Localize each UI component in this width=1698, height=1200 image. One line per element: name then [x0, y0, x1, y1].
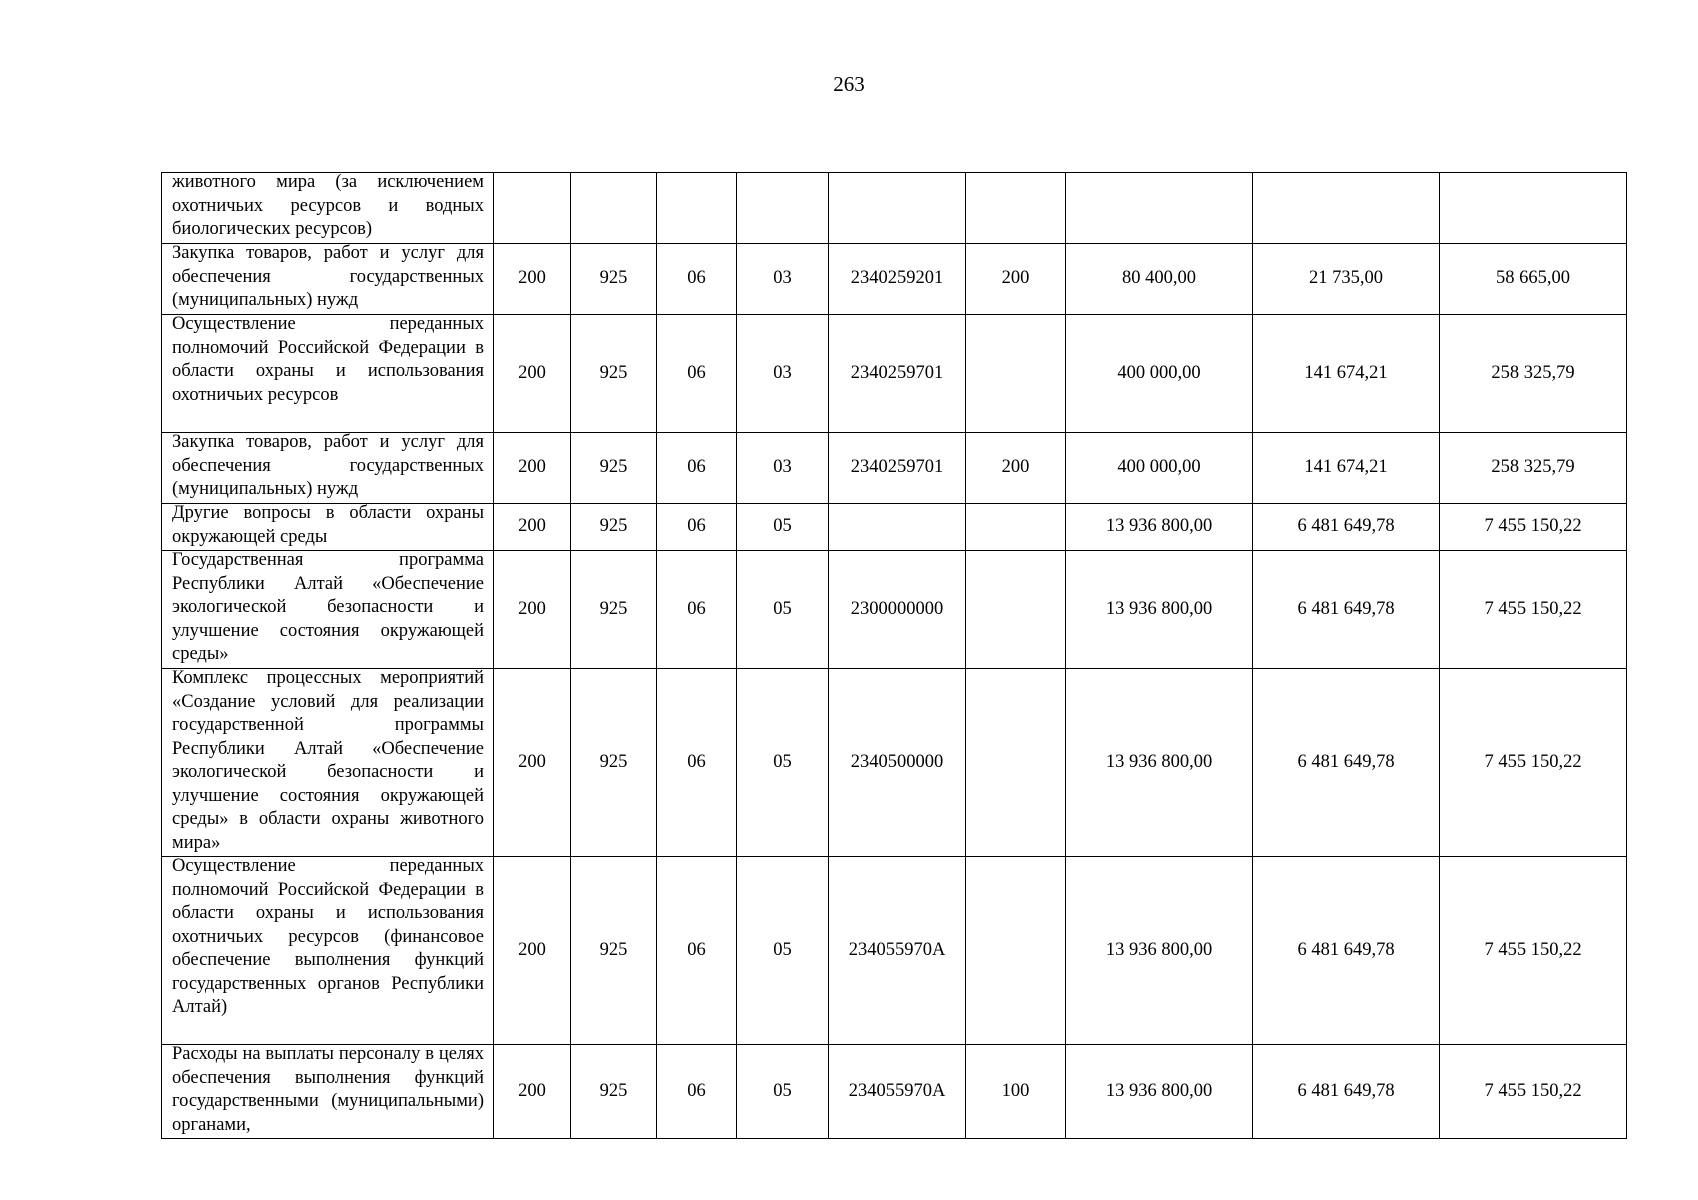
executed-amount-cell: 6 481 649,78: [1253, 669, 1440, 857]
subsection-code-cell: 03: [737, 244, 829, 315]
planned-amount-cell: 400 000,00: [1066, 433, 1253, 504]
subsection-code-cell: 05: [737, 669, 829, 857]
ministry-code-cell: 925: [571, 669, 657, 857]
remaining-amount-cell: 258 325,79: [1440, 433, 1627, 504]
table-row: [162, 857, 1627, 1045]
expense-name-cell: [162, 433, 494, 504]
executed-amount-cell: 141 674,21: [1253, 433, 1440, 504]
remaining-amount-cell: 7 455 150,22: [1440, 857, 1627, 1045]
expense-name: Расходы на выплаты персоналу в целях обеспечения выполнения функций государственными (муниципальными) органами,: [172, 1044, 484, 1135]
target-article-cell: 2340259201: [829, 244, 966, 315]
expense-name-cell: [162, 1045, 494, 1139]
table-row: [162, 244, 1627, 315]
admin-code-cell: 200: [494, 504, 571, 551]
table-row: [162, 504, 1627, 551]
expense-name: Закупка товаров, работ и услуг для обеспечения государственных (муниципальных) нужд: [172, 432, 484, 499]
expense-type-cell: [966, 669, 1066, 857]
expense-name: животного мира (за исключением охотничьих ресурсов и водных биологических ресурсов): [172, 172, 484, 239]
target-article-cell: 2340259701: [829, 315, 966, 433]
expense-type-cell: 200: [966, 244, 1066, 315]
planned-amount-cell: 13 936 800,00: [1066, 1045, 1253, 1139]
section-code-cell: 06: [657, 857, 737, 1045]
ministry-code-cell: [571, 173, 657, 244]
executed-amount-cell: 6 481 649,78: [1253, 1045, 1440, 1139]
expense-type-cell: [966, 551, 1066, 669]
page-number: 263: [833, 72, 865, 96]
table-row: [162, 173, 1627, 244]
admin-code-cell: 200: [494, 551, 571, 669]
executed-amount-cell: 6 481 649,78: [1253, 504, 1440, 551]
expense-name: Комплекс процессных мероприятий «Создание условий для реализации государственной программы Республики Алтай «Обеспечение экологической безопасности и улучшение состояния окружающей среды» в области охраны животного мира»: [172, 668, 484, 853]
ministry-code-cell: 925: [571, 504, 657, 551]
remaining-amount-cell: 58 665,00: [1440, 244, 1627, 315]
ministry-code-cell: 925: [571, 857, 657, 1045]
remaining-amount-cell: 7 455 150,22: [1440, 504, 1627, 551]
expense-name-cell: [162, 315, 494, 433]
planned-amount-cell: [1066, 173, 1253, 244]
target-article-cell: [829, 504, 966, 551]
remaining-amount-cell: [1440, 173, 1627, 244]
ministry-code-cell: 925: [571, 433, 657, 504]
target-article-cell: [829, 173, 966, 244]
expense-name-cell: [162, 669, 494, 857]
subsection-code-cell: 05: [737, 1045, 829, 1139]
subsection-code-cell: 03: [737, 433, 829, 504]
subsection-code-cell: 05: [737, 857, 829, 1045]
admin-code-cell: 200: [494, 857, 571, 1045]
executed-amount-cell: 6 481 649,78: [1253, 857, 1440, 1045]
planned-amount-cell: 13 936 800,00: [1066, 857, 1253, 1045]
admin-code-cell: 200: [494, 1045, 571, 1139]
executed-amount-cell: [1253, 173, 1440, 244]
section-code-cell: 06: [657, 315, 737, 433]
ministry-code-cell: 925: [571, 315, 657, 433]
expense-type-cell: [966, 173, 1066, 244]
expense-name-cell: [162, 857, 494, 1045]
expense-name: Государственная программа Республики Алтай «Обеспечение экологической безопасности и улучшение состояния окружающей среды»: [172, 550, 484, 664]
section-code-cell: 06: [657, 504, 737, 551]
remaining-amount-cell: 7 455 150,22: [1440, 551, 1627, 669]
planned-amount-cell: 80 400,00: [1066, 244, 1253, 315]
remaining-amount-cell: 258 325,79: [1440, 315, 1627, 433]
expense-type-cell: [966, 315, 1066, 433]
subsection-code-cell: 03: [737, 315, 829, 433]
expense-type-cell: 200: [966, 433, 1066, 504]
admin-code-cell: 200: [494, 315, 571, 433]
expense-name: Закупка товаров, работ и услуг для обеспечения государственных (муниципальных) нужд: [172, 243, 484, 310]
table-row: [162, 669, 1627, 857]
budget-table: [161, 172, 1627, 1139]
remaining-amount-cell: 7 455 150,22: [1440, 669, 1627, 857]
subsection-code-cell: 05: [737, 551, 829, 669]
planned-amount-cell: 400 000,00: [1066, 315, 1253, 433]
admin-code-cell: [494, 173, 571, 244]
expense-name: Осуществление переданных полномочий Российской Федерации в области охраны и использования охотничьих ресурсов: [172, 314, 484, 405]
ministry-code-cell: 925: [571, 244, 657, 315]
target-article-cell: 2300000000: [829, 551, 966, 669]
ministry-code-cell: 925: [571, 1045, 657, 1139]
planned-amount-cell: 13 936 800,00: [1066, 669, 1253, 857]
section-code-cell: 06: [657, 551, 737, 669]
executed-amount-cell: 21 735,00: [1253, 244, 1440, 315]
expense-name: Осуществление переданных полномочий Российской Федерации в области охраны и использования охотничьих ресурсов (финансовое обеспечение выполнения функций государственных органов Республики Алтай): [172, 856, 484, 1017]
table-row: [162, 433, 1627, 504]
admin-code-cell: 200: [494, 244, 571, 315]
planned-amount-cell: 13 936 800,00: [1066, 504, 1253, 551]
expense-name-cell: [162, 551, 494, 669]
expense-name: Другие вопросы в области охраны окружающей среды: [172, 503, 484, 547]
admin-code-cell: 200: [494, 433, 571, 504]
executed-amount-cell: 141 674,21: [1253, 315, 1440, 433]
expense-name-cell: [162, 244, 494, 315]
target-article-cell: 234055970А: [829, 857, 966, 1045]
target-article-cell: 2340259701: [829, 433, 966, 504]
remaining-amount-cell: 7 455 150,22: [1440, 1045, 1627, 1139]
section-code-cell: [657, 173, 737, 244]
section-code-cell: 06: [657, 244, 737, 315]
section-code-cell: 06: [657, 669, 737, 857]
planned-amount-cell: 13 936 800,00: [1066, 551, 1253, 669]
expense-type-cell: [966, 504, 1066, 551]
ministry-code-cell: 925: [571, 551, 657, 669]
executed-amount-cell: 6 481 649,78: [1253, 551, 1440, 669]
table-row: [162, 551, 1627, 669]
table-row: [162, 1045, 1627, 1139]
expense-name-cell: [162, 173, 494, 244]
target-article-cell: 2340500000: [829, 669, 966, 857]
target-article-cell: 234055970А: [829, 1045, 966, 1139]
section-code-cell: 06: [657, 433, 737, 504]
subsection-code-cell: 05: [737, 504, 829, 551]
admin-code-cell: 200: [494, 669, 571, 857]
expense-type-cell: 100: [966, 1045, 1066, 1139]
table-row: [162, 315, 1627, 433]
subsection-code-cell: [737, 173, 829, 244]
section-code-cell: 06: [657, 1045, 737, 1139]
expense-type-cell: [966, 857, 1066, 1045]
expense-name-cell: [162, 504, 494, 551]
